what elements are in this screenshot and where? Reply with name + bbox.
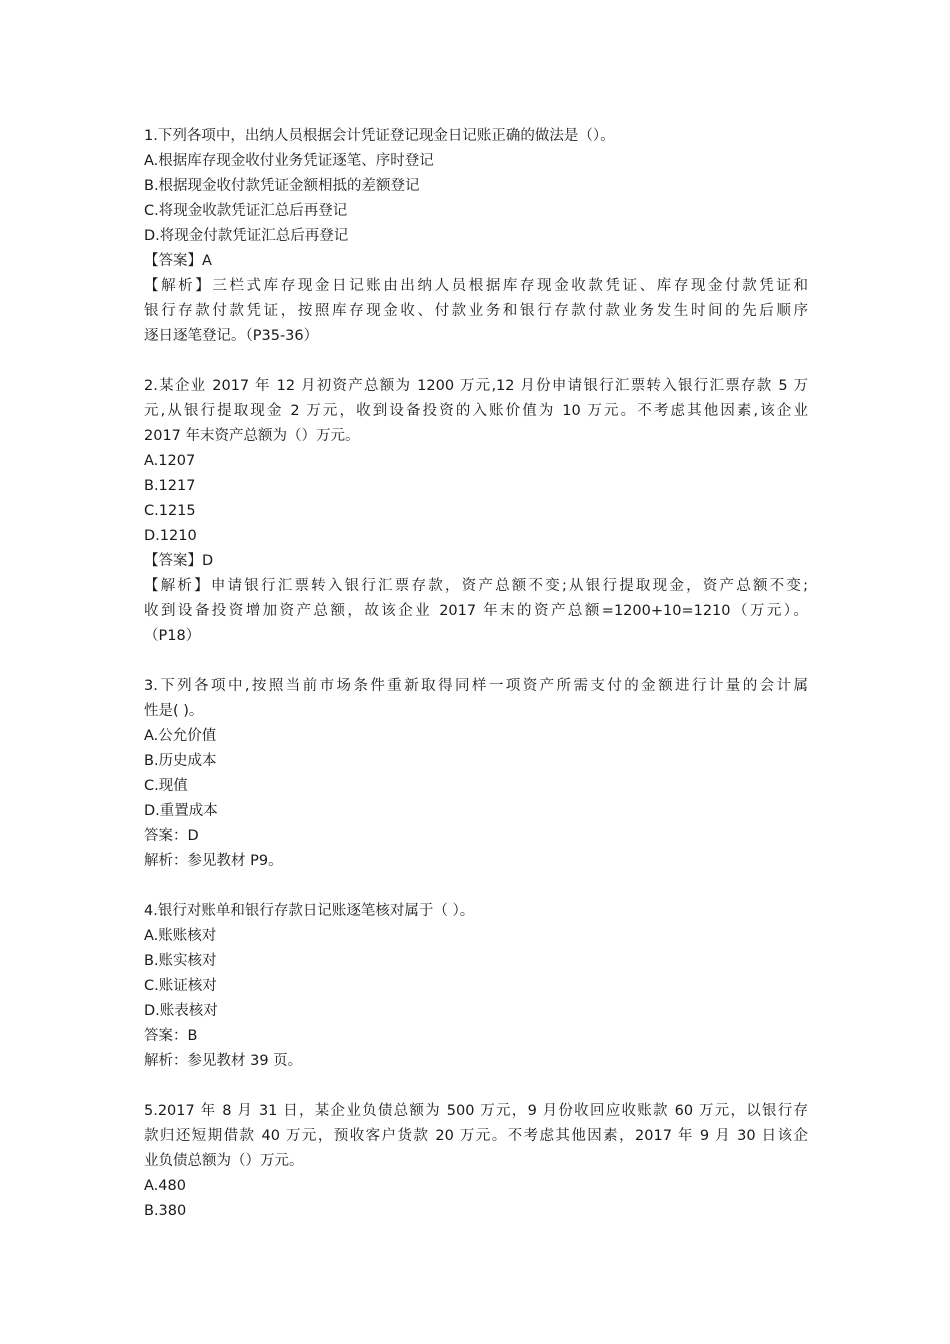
question-block xyxy=(144,374,812,649)
answer-option: B.账实核对 xyxy=(144,953,217,969)
answer-option: C.将现金收款凭证汇总后再登记 xyxy=(144,203,348,219)
answer-option: C.账证核对 xyxy=(144,978,217,994)
question-block xyxy=(144,124,812,349)
analysis-line: 【解析】申请银行汇票转入银行汇票存款，资产总额不变;从银行提取现金，资产总额不变; xyxy=(144,578,808,594)
answer-option: B.根据现金收付款凭证金额相抵的差额登记 xyxy=(144,178,420,194)
correct-answer: 【答案】A xyxy=(144,253,212,269)
analysis-line: 【解析】三栏式库存现金日记账由出纳人员根据库存现金收款凭证、库存现金付款凭证和 xyxy=(144,278,808,294)
analysis-line: 解析：参见教材 39 页。 xyxy=(144,1053,303,1069)
answer-option: B.380 xyxy=(144,1203,187,1219)
question-stem-line: 5.2017 年 8 月 31 日，某企业负债总额为 500 万元，9 月份收回应收账款 60 万元，以银行存 xyxy=(144,1103,808,1119)
answer-option: C.现值 xyxy=(144,778,188,794)
answer-option: C.1215 xyxy=(144,503,196,519)
correct-answer: 答案：D xyxy=(144,828,199,844)
answer-option: B.历史成本 xyxy=(144,753,217,769)
question-spacer xyxy=(144,649,812,674)
answer-option: D.1210 xyxy=(144,528,197,544)
analysis-line: 银行存款付款凭证，按照库存现金收、付款业务和银行存款付款业务发生时间的先后顺序 xyxy=(144,303,808,319)
document-page xyxy=(144,124,812,1224)
analysis-line: 收到设备投资增加资产总额，故该企业 2017 年末的资产总额=1200+10=1210（万元）。 xyxy=(144,603,808,619)
question-stem-line: 2.某企业 2017 年 12 月初资产总额为 1200 万元,12 月份申请银行汇票转入银行汇票存款 5 万 xyxy=(144,378,808,394)
answer-option: D.重置成本 xyxy=(144,803,218,819)
answer-option: D.将现金付款凭证汇总后再登记 xyxy=(144,228,349,244)
analysis-line: （P18） xyxy=(144,628,201,644)
answer-option: B.1217 xyxy=(144,478,196,494)
question-block xyxy=(144,899,812,1074)
question-stem-line: 1.下列各项中，出纳人员根据会计凭证登记现金日记账正确的做法是（）。 xyxy=(144,128,615,144)
question-stem-line: 2017 年末资产总额为（）万元。 xyxy=(144,428,360,444)
question-spacer xyxy=(144,1074,812,1099)
question-stem-line: 性是( )。 xyxy=(144,703,204,719)
question-block xyxy=(144,674,812,874)
analysis-line: 解析：参见教材 P9。 xyxy=(144,853,283,869)
question-stem-line: 元,从银行提取现金 2 万元，收到设备投资的入账价值为 10 万元。不考虑其他因素,该企业 xyxy=(144,403,808,419)
analysis-line: 逐日逐笔登记。（P35-36） xyxy=(144,328,319,344)
question-stem-line: 业负债总额为（）万元。 xyxy=(144,1153,304,1169)
answer-option: A.480 xyxy=(144,1178,186,1194)
answer-option: A.1207 xyxy=(144,453,196,469)
question-spacer xyxy=(144,874,812,899)
answer-option: D.账表核对 xyxy=(144,1003,218,1019)
question-stem-line: 款归还短期借款 40 万元，预收客户货款 20 万元。不考虑其他因素，2017 年 9 月 30 日该企 xyxy=(144,1128,808,1144)
correct-answer: 答案：B xyxy=(144,1028,198,1044)
question-stem-line: 4.银行对账单和银行存款日记账逐笔核对属于（ ）。 xyxy=(144,903,475,919)
correct-answer: 【答案】D xyxy=(144,553,214,569)
answer-option: A.账账核对 xyxy=(144,928,217,944)
question-stem-line: 3.下列各项中,按照当前市场条件重新取得同样一项资产所需支付的金额进行计量的会计属 xyxy=(144,678,808,694)
answer-option: A.公允价值 xyxy=(144,728,217,744)
answer-option: A.根据库存现金收付业务凭证逐笔、序时登记 xyxy=(144,153,434,169)
question-spacer xyxy=(144,349,812,374)
question-block xyxy=(144,1099,812,1224)
